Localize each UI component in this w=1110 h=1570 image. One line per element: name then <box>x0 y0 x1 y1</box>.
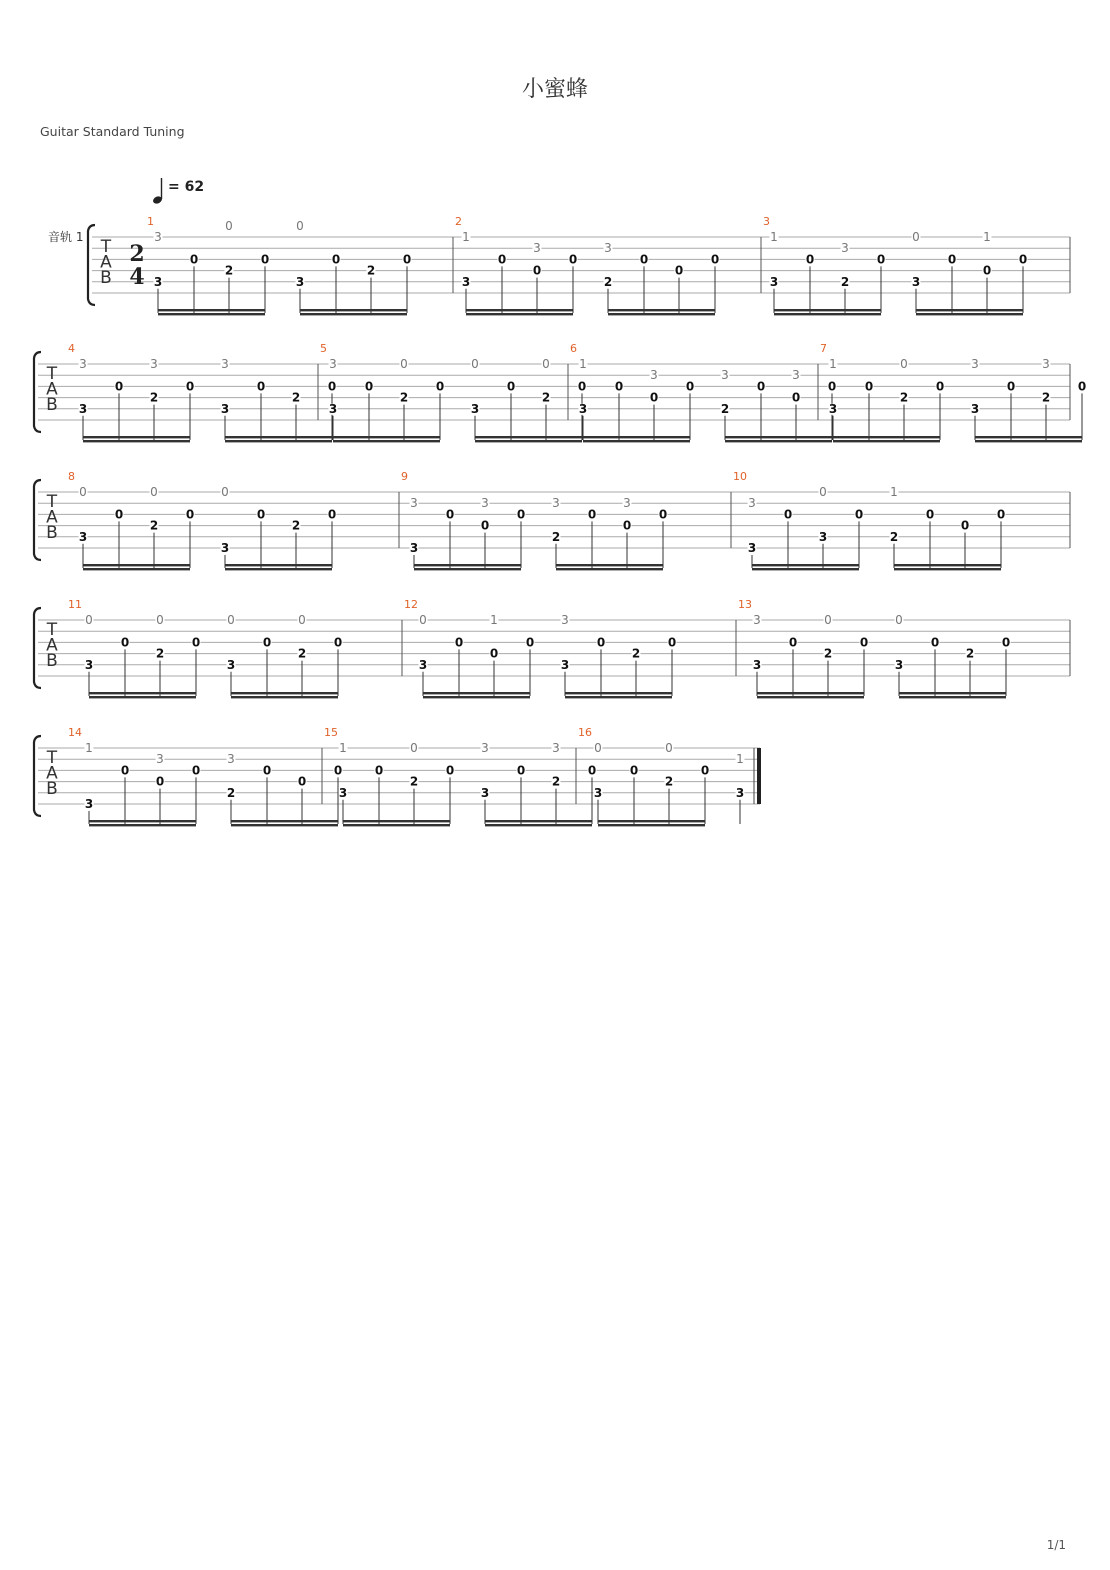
beam <box>975 440 1082 442</box>
fret-number: 3 <box>604 241 612 256</box>
fret-number: 1 <box>462 230 470 244</box>
fret-number: 1 <box>579 357 587 371</box>
beam <box>598 820 705 822</box>
beam <box>231 692 338 694</box>
fret-number: 0 <box>79 485 87 499</box>
fret-number: 0 <box>114 379 124 394</box>
fret-number: 3 <box>410 496 418 511</box>
fret-number: 0 <box>333 635 343 650</box>
tempo-value: = 62 <box>168 179 205 195</box>
tab-clef-letter: B <box>46 395 58 415</box>
beam <box>598 824 705 826</box>
fret-number: 2 <box>603 274 613 289</box>
fret-number: 3 <box>752 657 762 672</box>
fret-number: 2 <box>840 274 850 289</box>
fret-number: 0 <box>788 635 798 650</box>
measure-number: 14 <box>68 726 82 739</box>
fret-number: 0 <box>480 518 490 533</box>
beam <box>757 696 864 698</box>
fret-number: 3 <box>156 752 164 767</box>
beam <box>475 440 582 442</box>
fret-number: 0 <box>256 507 266 522</box>
fret-number: 3 <box>227 752 235 767</box>
measure-number: 9 <box>401 470 408 483</box>
fret-number: 3 <box>721 368 729 383</box>
beam <box>608 313 715 315</box>
beam <box>833 440 940 442</box>
fret-number: 0 <box>497 252 507 267</box>
fret-number: 0 <box>400 357 408 371</box>
tab-clef-letter: B <box>100 268 112 288</box>
fret-number: 3 <box>747 541 757 555</box>
beam <box>752 568 859 570</box>
fret-number: 0 <box>594 741 602 755</box>
fret-number: 0 <box>756 379 766 394</box>
fret-number: 0 <box>364 379 374 394</box>
tab-clef-letter: A <box>46 379 58 400</box>
fret-number: 0 <box>622 518 632 533</box>
fret-number: 0 <box>189 252 199 267</box>
measure-number: 13 <box>738 598 752 611</box>
fret-number: 0 <box>859 635 869 650</box>
fret-number: 3 <box>480 785 490 800</box>
fret-number: 0 <box>587 763 597 778</box>
fret-number: 0 <box>454 635 464 650</box>
fret-number: 0 <box>577 379 587 394</box>
fret-number: 0 <box>542 357 550 371</box>
beam <box>231 820 338 822</box>
measure-number: 3 <box>763 215 770 228</box>
fret-number: 3 <box>769 274 779 289</box>
fret-number: 0 <box>1077 379 1087 394</box>
beam <box>89 824 196 826</box>
tab-clef-letter: T <box>46 364 58 384</box>
fret-number: 2 <box>631 646 641 661</box>
measure-number: 7 <box>820 342 827 355</box>
beam <box>583 440 690 442</box>
fret-number: 0 <box>912 230 920 244</box>
beam <box>899 692 1006 694</box>
fret-number: 3 <box>818 529 828 544</box>
tab-clef-letter: B <box>46 651 58 671</box>
beam <box>89 820 196 822</box>
fret-number: 3 <box>971 357 979 371</box>
score-title: 小蜜蜂 <box>521 77 588 102</box>
beam <box>414 568 521 570</box>
fret-number: 0 <box>191 763 201 778</box>
beam <box>300 309 407 311</box>
beam <box>158 309 265 311</box>
beam <box>833 436 940 438</box>
fret-number: 0 <box>525 635 535 650</box>
fret-number: 0 <box>629 763 639 778</box>
fret-number: 0 <box>824 613 832 627</box>
fret-number: 0 <box>1006 379 1016 394</box>
fret-number: 0 <box>614 379 624 394</box>
beam <box>225 436 332 438</box>
beam <box>343 820 450 822</box>
beam <box>485 820 592 822</box>
fret-number: 3 <box>561 613 569 627</box>
fret-number: 3 <box>841 241 849 256</box>
fret-number: 0 <box>225 218 233 233</box>
fret-number: 3 <box>221 357 229 371</box>
beam <box>774 309 881 311</box>
fret-number: 1 <box>829 357 837 371</box>
beam <box>83 436 190 438</box>
fret-number: 0 <box>156 613 164 627</box>
fret-number: 0 <box>435 379 445 394</box>
tab-clef-letter: T <box>46 620 58 640</box>
fret-number: 0 <box>85 613 93 627</box>
fret-number: 3 <box>328 401 338 416</box>
fret-number: 0 <box>227 613 235 627</box>
beam <box>225 568 332 570</box>
fret-number: 2 <box>551 774 561 789</box>
beam <box>89 696 196 698</box>
fret-number: 0 <box>827 379 837 394</box>
beam <box>89 692 196 694</box>
fret-number: 2 <box>149 518 159 533</box>
fret-number: 3 <box>650 368 658 383</box>
fret-number: 2 <box>551 529 561 544</box>
fret-number: 3 <box>154 230 162 244</box>
fret-number: 3 <box>409 541 419 555</box>
measure-number: 10 <box>733 470 747 483</box>
tab-clef-letter: T <box>100 237 112 257</box>
fret-number: 3 <box>748 496 756 511</box>
fret-number: 0 <box>221 485 229 499</box>
fret-number: 3 <box>481 741 489 755</box>
fret-number: 0 <box>791 390 801 405</box>
tab-clef-letter: T <box>46 748 58 768</box>
beam <box>583 436 690 438</box>
beam <box>158 313 265 315</box>
fret-number: 0 <box>296 218 304 233</box>
fret-number: 3 <box>84 797 94 811</box>
fret-number: 0 <box>114 507 124 522</box>
measure-number: 6 <box>570 342 577 355</box>
fret-number: 3 <box>329 357 337 371</box>
fret-number: 0 <box>150 485 158 499</box>
fret-number: 3 <box>481 496 489 511</box>
fret-number: 2 <box>366 263 376 278</box>
fret-number: 0 <box>185 379 195 394</box>
fret-number: 3 <box>552 741 560 755</box>
fret-number: 2 <box>899 390 909 405</box>
fret-number: 3 <box>78 401 88 416</box>
beam <box>475 436 582 438</box>
beam <box>466 309 573 311</box>
fret-number: 2 <box>1041 390 1051 405</box>
fret-number: 0 <box>665 741 673 755</box>
measure-number: 12 <box>404 598 418 611</box>
fret-number: 0 <box>947 252 957 267</box>
fret-number: 3 <box>150 357 158 371</box>
beam <box>894 568 1001 570</box>
beam <box>231 696 338 698</box>
fret-number: 3 <box>220 541 230 555</box>
tab-clef-letter: B <box>46 523 58 543</box>
measure-number: 16 <box>578 726 592 739</box>
tab-clef-letter: A <box>46 635 58 656</box>
beam <box>899 696 1006 698</box>
fret-number: 2 <box>224 263 234 278</box>
fret-number: 0 <box>1018 252 1028 267</box>
fret-number: 3 <box>792 368 800 383</box>
beam <box>231 824 338 826</box>
fret-number: 0 <box>333 763 343 778</box>
fret-number: 1 <box>770 230 778 244</box>
fret-number: 2 <box>155 646 165 661</box>
fret-number: 3 <box>552 496 560 511</box>
tab-clef-letter: A <box>100 252 112 273</box>
tuning-label: Guitar Standard Tuning <box>40 124 185 139</box>
beam <box>485 824 592 826</box>
fret-number: 0 <box>930 635 940 650</box>
fret-number: 0 <box>864 379 874 394</box>
measure-number: 4 <box>68 342 75 355</box>
fret-number: 3 <box>418 657 428 672</box>
fret-number: 3 <box>593 785 603 800</box>
tab-clef-letter: T <box>46 492 58 512</box>
fret-number: 0 <box>471 357 479 371</box>
fret-number: 1 <box>736 752 744 767</box>
fret-number: 3 <box>735 785 745 800</box>
fret-number: 0 <box>925 507 935 522</box>
fret-number: 3 <box>220 401 230 416</box>
fret-number: 0 <box>419 613 427 627</box>
track-name: 音轨 1 <box>48 230 84 244</box>
tab-clef-letter: B <box>46 779 58 799</box>
time-signature-denominator: 4 <box>129 264 145 290</box>
fret-number: 0 <box>120 763 130 778</box>
page-number: 1/1 <box>1046 1538 1066 1552</box>
fret-number: 2 <box>541 390 551 405</box>
beam <box>83 568 190 570</box>
beam <box>225 564 332 566</box>
fret-number: 0 <box>489 646 499 661</box>
beam <box>423 692 530 694</box>
fret-number: 3 <box>623 496 631 511</box>
measure-number: 2 <box>455 215 462 228</box>
fret-number: 1 <box>890 485 898 499</box>
fret-number: 0 <box>710 252 720 267</box>
fret-number: 0 <box>854 507 864 522</box>
fret-number: 0 <box>506 379 516 394</box>
beam <box>333 440 440 442</box>
fret-number: 2 <box>291 518 301 533</box>
fret-number: 2 <box>889 529 899 544</box>
fret-number: 0 <box>596 635 606 650</box>
measure-number: 5 <box>320 342 327 355</box>
fret-number: 0 <box>895 613 903 627</box>
fret-number: 3 <box>970 401 980 416</box>
fret-number: 3 <box>894 657 904 672</box>
fret-number: 0 <box>155 774 165 789</box>
beam <box>83 440 190 442</box>
fret-number: 0 <box>674 263 684 278</box>
fret-number: 0 <box>297 774 307 789</box>
fret-number: 2 <box>291 390 301 405</box>
fret-number: 0 <box>819 485 827 499</box>
fret-number: 0 <box>516 763 526 778</box>
fret-number: 0 <box>516 507 526 522</box>
fret-number: 3 <box>470 401 480 416</box>
beam <box>975 436 1082 438</box>
fret-number: 0 <box>960 518 970 533</box>
fret-number: 1 <box>983 230 991 244</box>
fret-number: 2 <box>226 785 236 800</box>
fret-number: 3 <box>153 274 163 289</box>
fret-number: 3 <box>753 613 761 627</box>
beam <box>752 564 859 566</box>
measure-number: 8 <box>68 470 75 483</box>
fret-number: 0 <box>568 252 578 267</box>
fret-number: 0 <box>331 252 341 267</box>
fret-number: 0 <box>327 507 337 522</box>
beam <box>300 313 407 315</box>
fret-number: 0 <box>410 741 418 755</box>
fret-number: 0 <box>262 763 272 778</box>
fret-number: 3 <box>84 657 94 672</box>
fret-number: 0 <box>667 635 677 650</box>
beam <box>466 313 573 315</box>
beam <box>774 313 881 315</box>
fret-number: 0 <box>374 763 384 778</box>
fret-number: 0 <box>445 507 455 522</box>
fret-number: 0 <box>1001 635 1011 650</box>
measure-number: 11 <box>68 598 82 611</box>
fret-number: 0 <box>900 357 908 371</box>
fret-number: 1 <box>339 741 347 755</box>
fret-number: 0 <box>185 507 195 522</box>
beam <box>725 440 832 442</box>
beam <box>894 564 1001 566</box>
beam <box>608 309 715 311</box>
fret-number: 3 <box>560 657 570 672</box>
measure-number: 15 <box>324 726 338 739</box>
fret-number: 0 <box>191 635 201 650</box>
beam <box>343 824 450 826</box>
fret-number: 0 <box>532 263 542 278</box>
fret-number: 2 <box>399 390 409 405</box>
beam <box>565 696 672 698</box>
fret-number: 0 <box>876 252 886 267</box>
fret-number: 2 <box>409 774 419 789</box>
fret-number: 3 <box>79 357 87 371</box>
fret-number: 3 <box>578 401 588 416</box>
fret-number: 2 <box>965 646 975 661</box>
fret-number: 3 <box>828 401 838 416</box>
fret-number: 0 <box>587 507 597 522</box>
beam <box>414 564 521 566</box>
fret-number: 2 <box>823 646 833 661</box>
fret-number: 2 <box>297 646 307 661</box>
fret-number: 3 <box>78 529 88 544</box>
time-signature-numerator: 2 <box>129 241 145 267</box>
fret-number: 0 <box>649 390 659 405</box>
fret-number: 2 <box>720 401 730 416</box>
fret-number: 3 <box>911 274 921 289</box>
fret-number: 0 <box>402 252 412 267</box>
fret-number: 0 <box>982 263 992 278</box>
tab-clef-letter: A <box>46 763 58 784</box>
fret-number: 2 <box>664 774 674 789</box>
beam <box>225 440 332 442</box>
tab-clef-letter: A <box>46 507 58 528</box>
beam <box>565 692 672 694</box>
final-barline-thick <box>757 748 761 804</box>
fret-number: 0 <box>262 635 272 650</box>
fret-number: 3 <box>461 274 471 289</box>
fret-number: 0 <box>805 252 815 267</box>
fret-number: 3 <box>533 241 541 256</box>
fret-number: 3 <box>1042 357 1050 371</box>
fret-number: 1 <box>85 741 93 755</box>
fret-number: 0 <box>935 379 945 394</box>
beam <box>556 564 663 566</box>
fret-number: 0 <box>327 379 337 394</box>
fret-number: 0 <box>700 763 710 778</box>
fret-number: 0 <box>445 763 455 778</box>
fret-number: 0 <box>639 252 649 267</box>
beam <box>725 436 832 438</box>
fret-number: 0 <box>658 507 668 522</box>
fret-number: 0 <box>256 379 266 394</box>
beam <box>916 313 1023 315</box>
fret-number: 2 <box>149 390 159 405</box>
measure-number: 1 <box>147 215 154 228</box>
fret-number: 0 <box>996 507 1006 522</box>
fret-number: 3 <box>226 657 236 672</box>
fret-number: 0 <box>120 635 130 650</box>
beam <box>556 568 663 570</box>
fret-number: 3 <box>295 274 305 289</box>
fret-number: 0 <box>685 379 695 394</box>
beam <box>916 309 1023 311</box>
beam <box>423 696 530 698</box>
beam <box>757 692 864 694</box>
beam <box>333 436 440 438</box>
beam <box>83 564 190 566</box>
fret-number: 0 <box>783 507 793 522</box>
fret-number: 3 <box>338 785 348 800</box>
fret-number: 1 <box>490 613 498 627</box>
fret-number: 0 <box>298 613 306 627</box>
fret-number: 0 <box>260 252 270 267</box>
